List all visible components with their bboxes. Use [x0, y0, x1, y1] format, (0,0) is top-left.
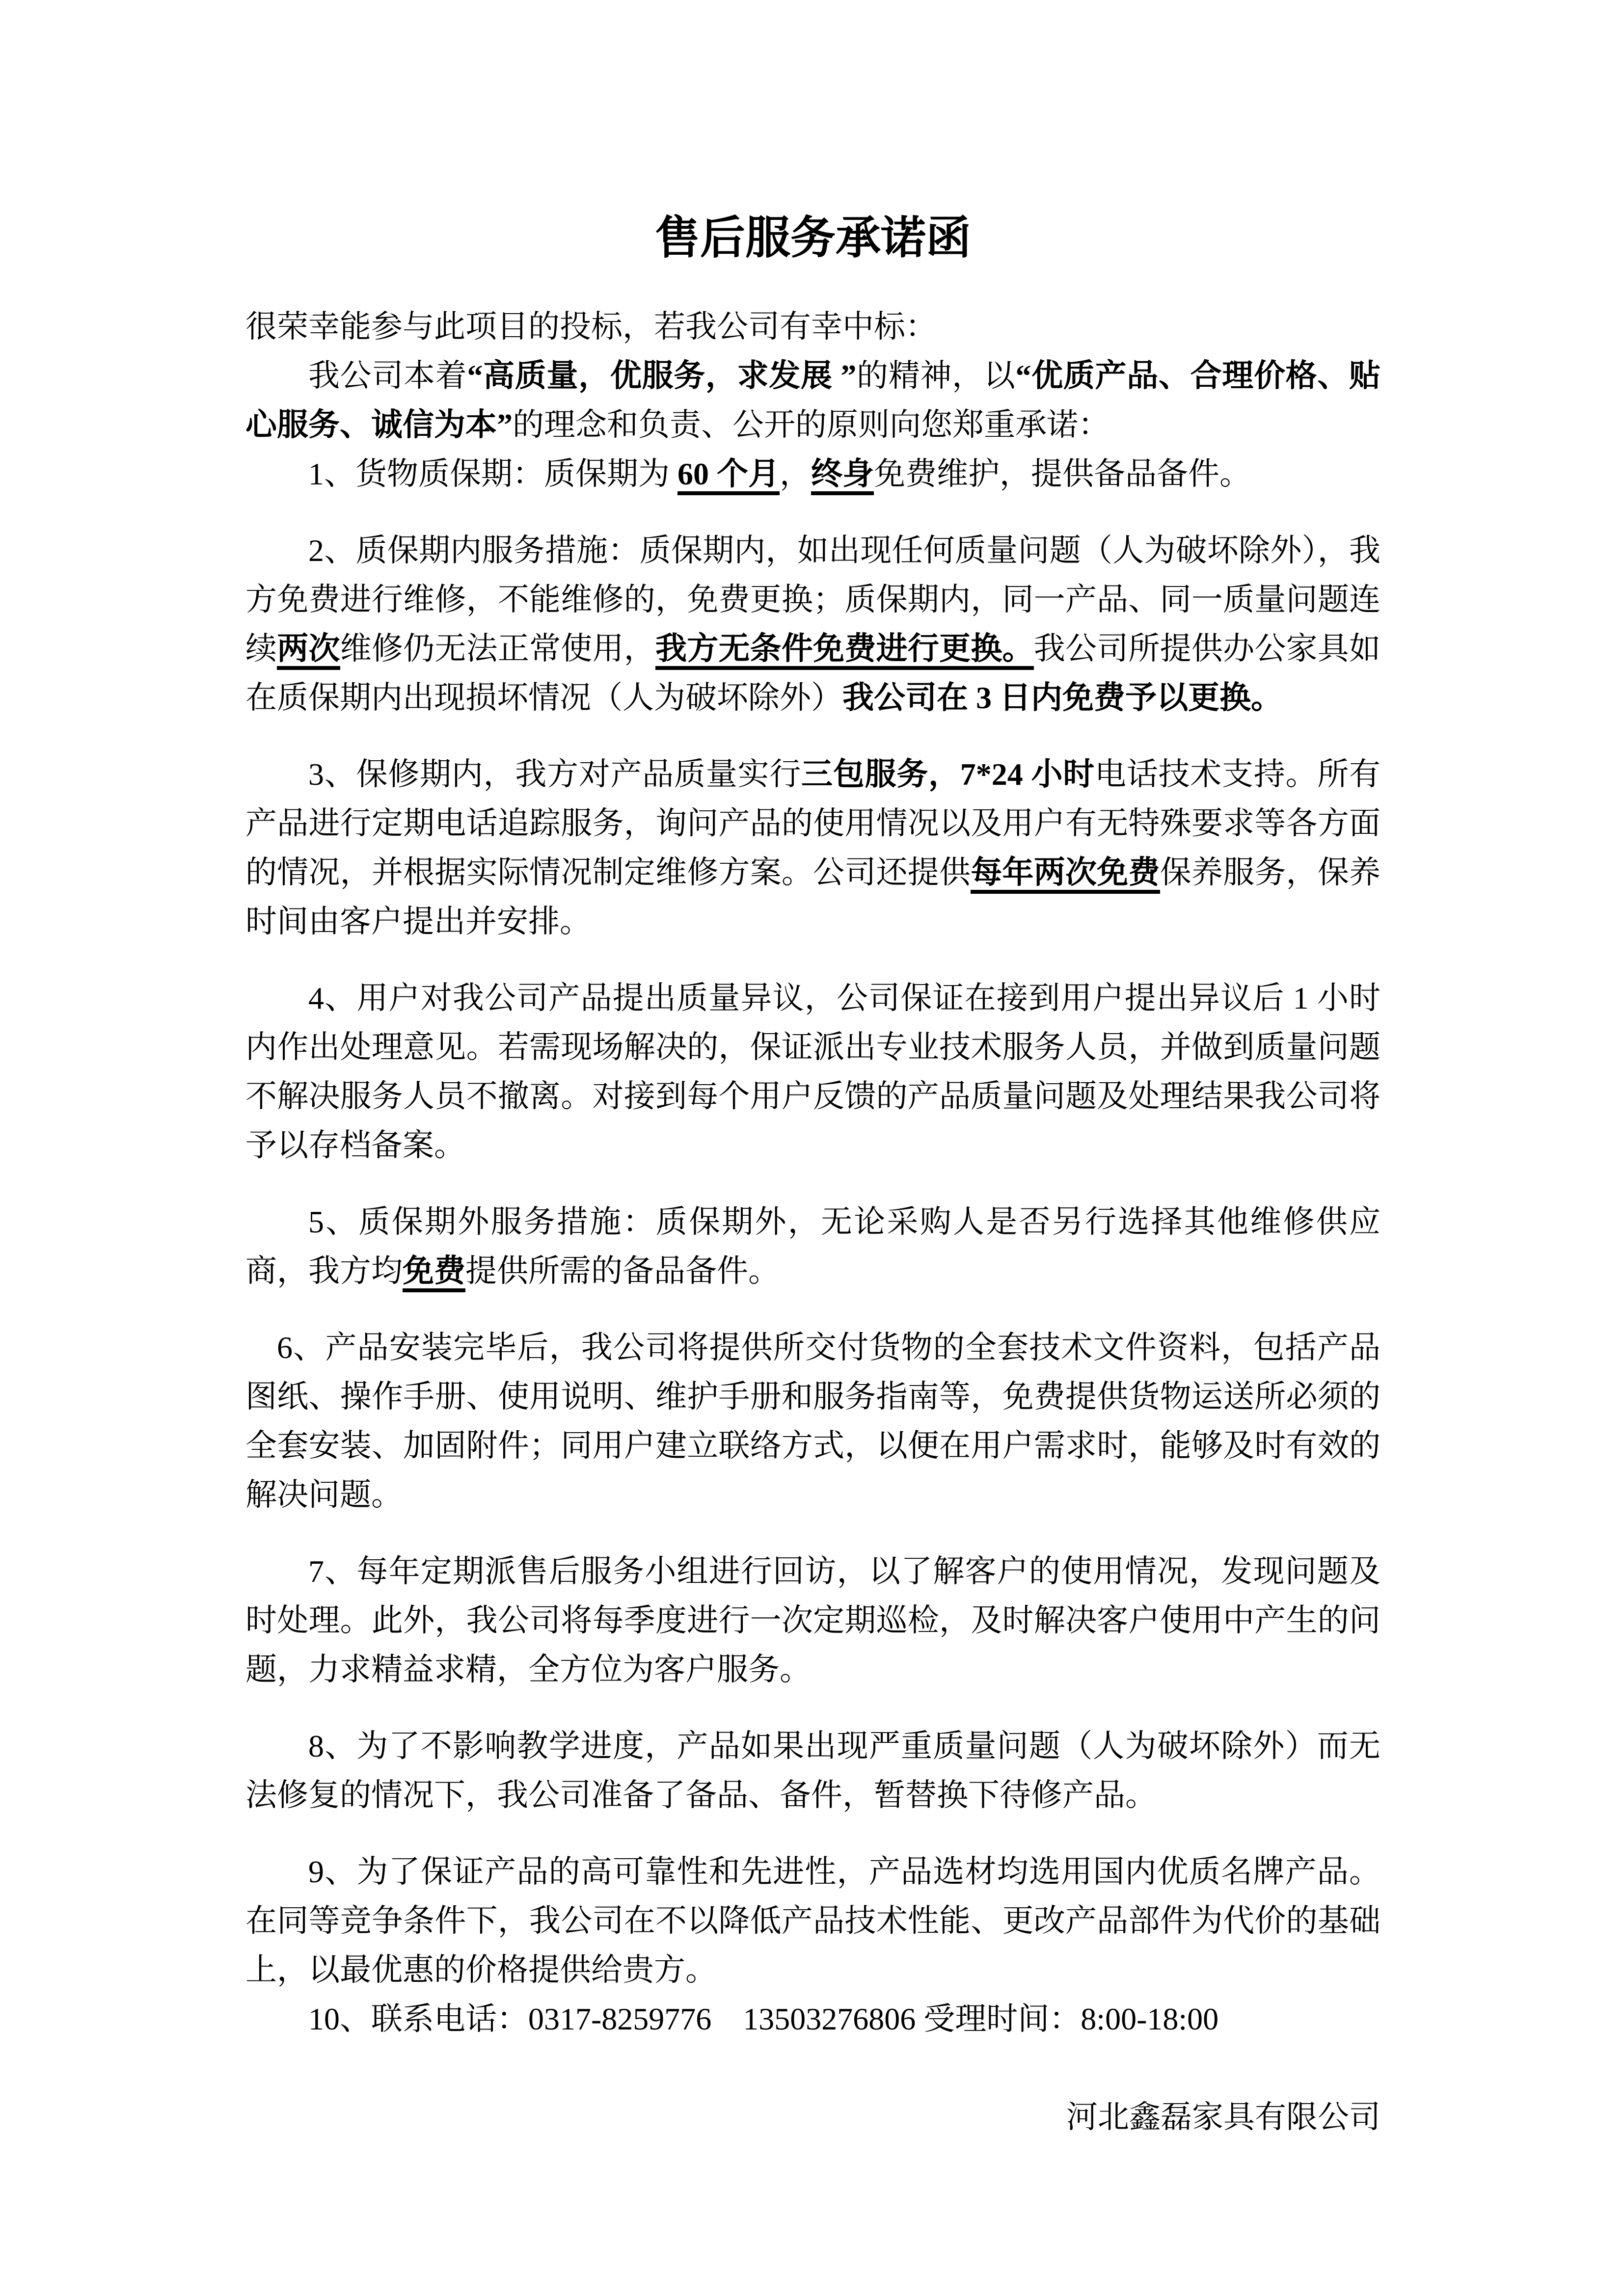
item-5-segment: 提供所需的备品备件。 [465, 1254, 780, 1288]
item-2-segment: 我公司在 3 日内免费予以更换。 [842, 680, 1282, 715]
item-4-segment: 4、用户对我公司产品提出质量异议，公司保证在接到用户提出异议后 1 小时内作出处理意见。若需现场解决的，保证派出专业技术服务人员，并做到质量问题不解决服务人员不撤离。对接到每个用户反馈的产品质量问题及处理结果我公司将予以存档备案。 [245, 981, 1380, 1163]
opening-paragraph-segment: 我公司本着 [308, 358, 467, 393]
item-1-segment: 1、货物质保期：质保期为 [308, 456, 677, 491]
item-7 [245, 1547, 1380, 1694]
item-6 [245, 1323, 1380, 1520]
document-body [245, 302, 1380, 2044]
opening-paragraph [245, 351, 1380, 450]
item-4 [245, 974, 1380, 1170]
item-6-segment: 6、产品安装完毕后，我公司将提供所交付货物的全套技术文件资料，包括产品图纸、操作手册、使用说明、维护手册和服务指南等，免费提供货物运送所必须的全套安装、加固附件；同用户建立联络方式，以便在用户需求时，能够及时有效的解决问题。 [245, 1330, 1380, 1512]
document-title: 售后服务承诺函 [654, 213, 971, 263]
item-3 [245, 750, 1380, 946]
item-2 [245, 526, 1380, 722]
item-2-segment: 我方无条件免费进行更换。 [655, 631, 1034, 670]
item-3-segment: 保养服务，保养时间由客户提出并安排。 [245, 855, 1381, 939]
item-1 [245, 450, 1380, 499]
item-9 [245, 1847, 1380, 1995]
opening-paragraph-segment: 的理念和负责、公开的原则向您郑重承诺： [513, 407, 1110, 442]
opening-paragraph-segment: “优质产品、合理价格、贴心服务、诚信为本” [245, 358, 1381, 442]
item-10 [245, 1995, 1380, 2044]
item-1-segment: ， [780, 456, 811, 491]
intro-paragraph [245, 302, 1380, 351]
item-2-segment: 2、质保期内服务措施：质保期内，如出现任何质量问题（人为破坏除外），我方免费进行维修，不能维修的，免费更换；质保期内，同一产品、同一质量问题连续 [245, 533, 1380, 666]
opening-paragraph-segment: 的精神，以 [856, 358, 1016, 393]
item-8-segment: 8、为了不影响教学进度，产品如果出现严重质量问题（人为破坏除外）而无法修复的情况下，我公司准备了备品、备件，暂替换下待修产品。 [245, 1729, 1380, 1813]
item-1-segment: 终身 [811, 456, 874, 495]
item-8 [245, 1722, 1380, 1820]
opening-paragraph-segment: “高质量，优服务，求发展 ” [467, 358, 857, 393]
item-5 [245, 1198, 1380, 1296]
item-2-segment: 我公司所提供办公家具如在质保期内出现损坏情况（人为破坏除外） [245, 631, 1381, 715]
item-3-segment: 三包服务，7*24 小时 [801, 757, 1095, 792]
item-5-segment: 免费 [403, 1254, 465, 1292]
item-1-segment: 60 个月 [677, 456, 780, 495]
item-5-segment: 5、质保期外服务措施：质保期外，无论采购人是否另行选择其他维修供应商，我方均 [245, 1204, 1380, 1288]
item-1-segment: 免费维护，提供备品备件。 [874, 456, 1251, 491]
intro-paragraph-segment: 很荣幸能参与此项目的投标，若我公司有幸中标： [245, 309, 937, 344]
item-3-segment: 3、保修期内，我方对产品质量实行 [308, 757, 801, 792]
item-9-segment: 9、为了保证产品的高可靠性和先进性，产品选材均选用国内优质名牌产品。在同等竞争条件下，我公司在不以降低产品技术性能、更改产品部件为代价的基础上，以最优惠的价格提供给贵方。 [245, 1854, 1380, 1987]
item-3-segment: 每年两次免费 [971, 855, 1160, 894]
item-2-segment: 维修仍无法正常使用， [340, 631, 655, 666]
item-7-segment: 7、每年定期派售后服务小组进行回访，以了解客户的使用情况，发现问题及时处理。此外，我公司将每季度进行一次定期巡检，及时解决客户使用中产生的问题，力求精益求精，全方位为客户服务。 [245, 1554, 1380, 1687]
company-signature: 河北鑫磊家具有限公司 [1066, 2100, 1380, 2135]
item-3-segment: 电话技术支持。所有产品进行定期电话追踪服务，询问产品的使用情况以及用户有无特殊要求等各方面的情况，并根据实际情况制定维修方案。公司还提供 [245, 757, 1380, 890]
item-2-segment: 两次 [277, 631, 340, 670]
item-10-segment: 10、联系电话：0317-8259776 13503276806 受理时间：8:00-18:00 [308, 2002, 1219, 2036]
